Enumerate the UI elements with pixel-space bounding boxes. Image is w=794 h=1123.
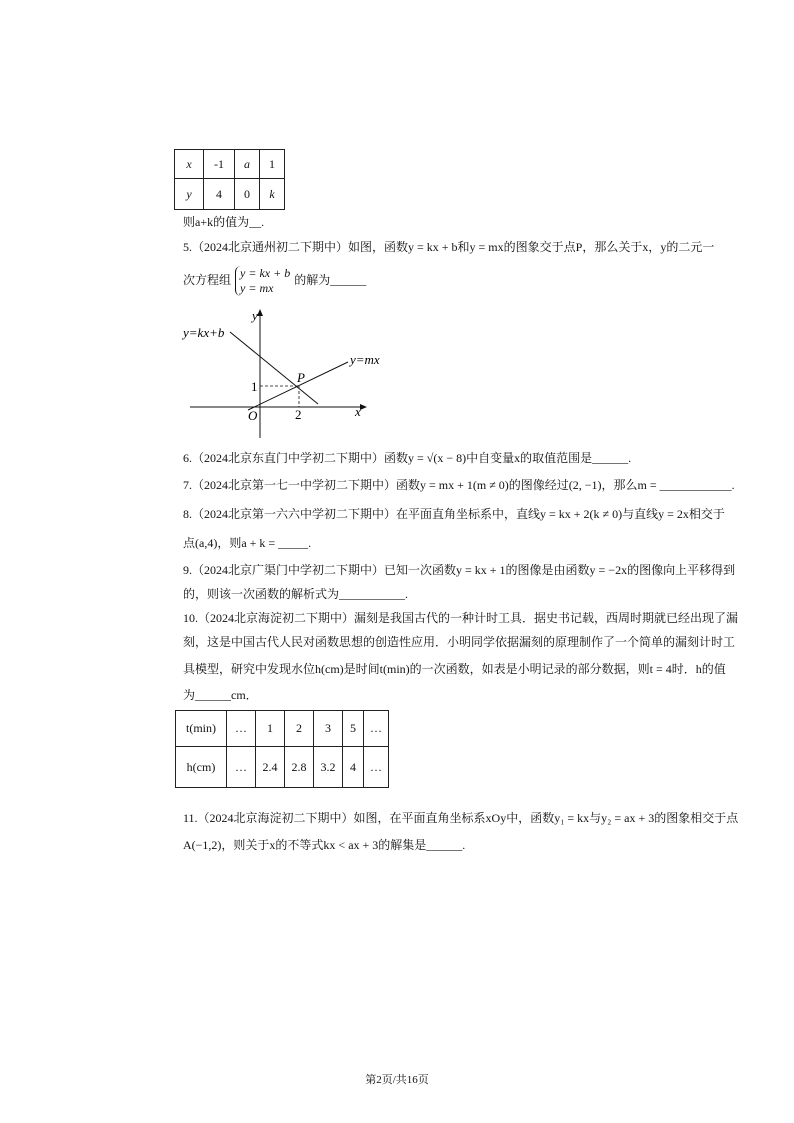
function-graph [180, 304, 380, 444]
table-cell: 0 [235, 179, 260, 210]
table-cell: … [364, 747, 389, 788]
table-cell: 5 [343, 711, 364, 747]
table-cell: 2.8 [285, 747, 314, 788]
page-footer: 第2页/共16页 [365, 1074, 429, 1086]
table-row [175, 150, 285, 179]
line-kx-b [230, 332, 318, 404]
q10-line4: 为______cm． [183, 688, 258, 702]
table-cell: … [227, 711, 256, 747]
table-cell: 1 [260, 150, 285, 179]
table-water-level [175, 710, 389, 788]
table-cell: -1 [204, 150, 235, 179]
q4-answer-line: 则a+k的值为__. [183, 215, 265, 229]
table-cell: a [235, 150, 260, 179]
equation-1: y = kx + b [240, 266, 291, 280]
table-cell: 3 [314, 711, 343, 747]
table-cell: 3.2 [314, 747, 343, 788]
q5-line2 [183, 266, 366, 296]
label-point-p: P [297, 370, 305, 385]
label-mx: y=mx [350, 352, 380, 367]
q9-line1: 9.（2024北京广渠门中学初二下期中）已知一次函数y = kx + 1的图像是由函数y = −2x的图像向上平移得到 [183, 563, 736, 577]
table-xy [174, 149, 285, 210]
table-cell: … [227, 747, 256, 788]
table-cell: 2.4 [256, 747, 285, 788]
table-row [176, 711, 389, 747]
equation-2: y = mx [240, 281, 274, 295]
table-cell: 4 [343, 747, 364, 788]
table-row [175, 179, 285, 210]
table-row [176, 747, 389, 788]
table-cell: k [260, 179, 285, 210]
q5-line1: 5.（2024北京通州初二下期中）如图，函数y = kx + b和y = mx的图象交于点P，那么关于x，y的二元一 [183, 240, 715, 254]
q8-line2: 点(a,4)，则a + k = _____. [183, 536, 312, 550]
table-cell: x [175, 150, 204, 179]
x-axis-arrow [360, 404, 367, 410]
label-tick-2: 2 [295, 407, 302, 422]
label-y-axis: y [252, 308, 258, 323]
q11-line2: A(−1,2)，则关于x的不等式kx < ax + 3的解集是______. [183, 838, 466, 852]
q6-line: 6.（2024北京东直门中学初二下期中）函数y = √(x − 8)中自变量x的取值范围是______. [183, 451, 632, 465]
label-x-axis: x [355, 404, 361, 419]
q9-line2: 的，则该一次函数的解析式为___________. [183, 587, 409, 601]
q10-line1: 10.（2024北京海淀初二下期中）漏刻是我国古代的一种计时工具．据史书记载，西周时期就已经出现了漏 [183, 611, 739, 625]
table-cell: … [364, 711, 389, 747]
label-kx-b: y=kx+b [183, 325, 225, 340]
label-origin: O [248, 408, 258, 423]
q10-line3: 具模型，研究中发现水位h(cm)是时间t(min)的一次函数，如表是小明记录的部分数据，则t = 4时．h的值 [183, 662, 726, 676]
q10-line2: 刻，这是中国古代人民对函数思想的创造性应用．小明同学依据漏刻的原理制作了一个简单的漏刻计时工 [183, 635, 736, 649]
table-cell: y [175, 179, 204, 210]
q7-line: 7.（2024北京第一七一中学初二下期中）函数y = mx + 1(m ≠ 0)的图像经过(2, −1)，那么m = ____________. [183, 478, 735, 492]
y-axis-arrow [257, 309, 263, 316]
q5-suffix: 的解为______ [294, 272, 367, 287]
table-cell: 4 [204, 179, 235, 210]
table-cell: h(cm) [176, 747, 227, 788]
equation-system [235, 266, 290, 296]
label-tick-1: 1 [251, 379, 258, 394]
table-cell: t(min) [176, 711, 227, 747]
table-cell: 1 [256, 711, 285, 747]
q11-line1: 11.（2024北京海淀初二下期中）如图，在平面直角坐标系xOy中，函数y₁ = kx与y₂ = ax + 3的图象相交于点 [183, 811, 739, 825]
q5-prefix: 次方程组 [183, 272, 232, 287]
table-cell: 2 [285, 711, 314, 747]
q8-line1: 8.（2024北京第一六六中学初二下期中）在平面直角坐标系中，直线y = kx + 2(k ≠ 0)与直线y = 2x相交于 [183, 507, 725, 521]
